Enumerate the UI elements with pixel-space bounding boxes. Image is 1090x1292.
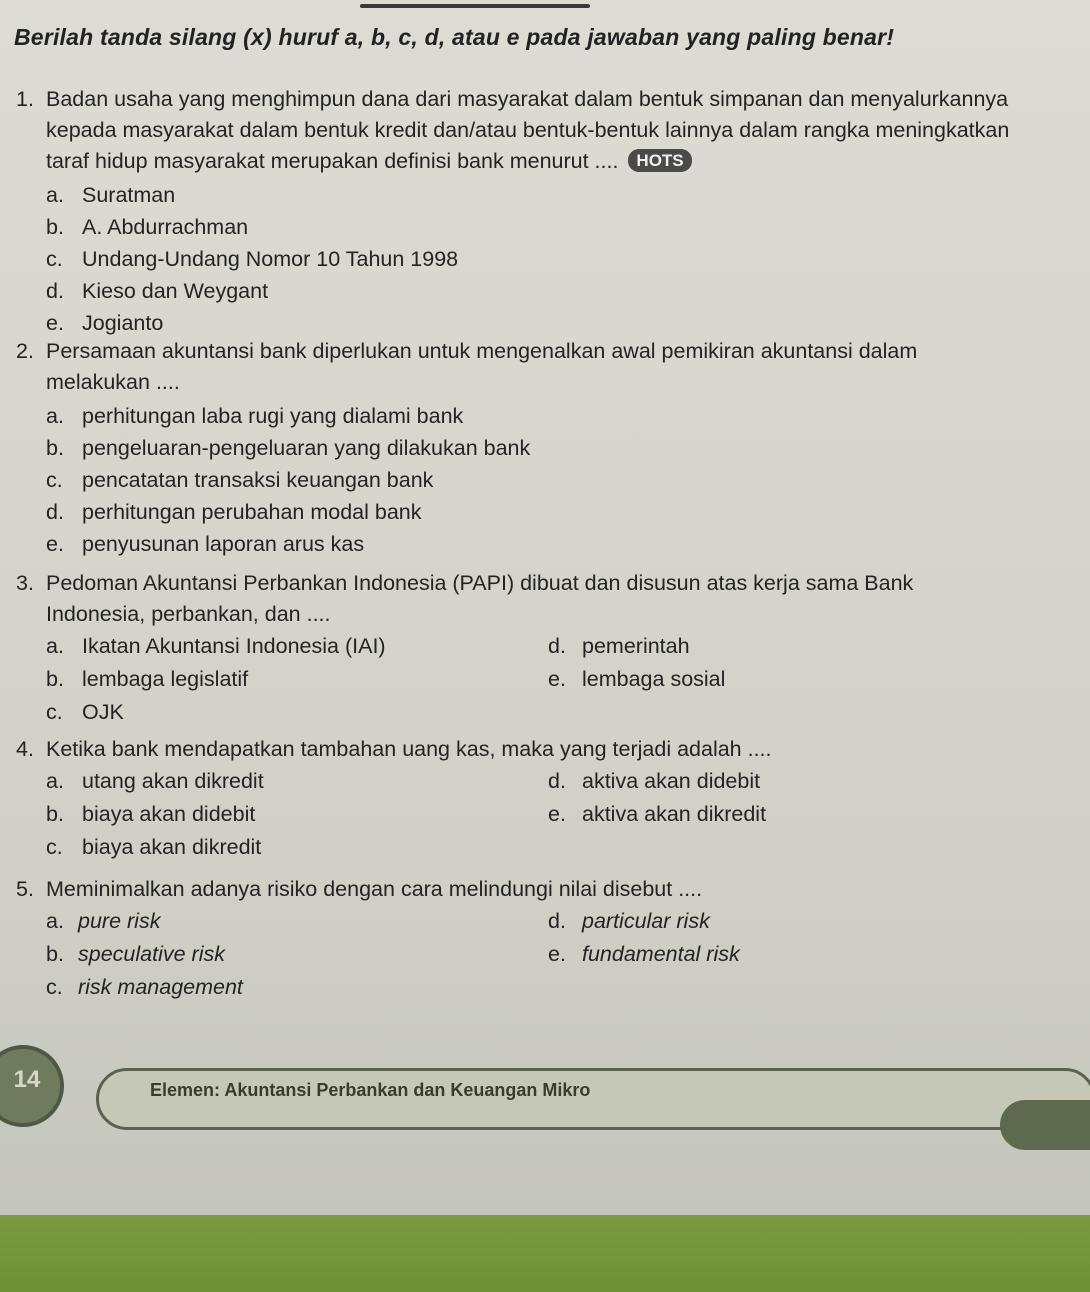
question-2 <box>16 336 1076 560</box>
question-3-line-2: Indonesia, perbankan, dan .... <box>46 602 331 626</box>
question-4-row-1 <box>16 765 1076 798</box>
question-4-row-2 <box>16 798 1076 831</box>
question-5-row-2 <box>16 938 1076 971</box>
question-4-option-d-letter: d. <box>548 769 566 793</box>
question-4-option-a-letter: a. <box>46 769 64 793</box>
question-3-row-1 <box>16 630 1076 663</box>
question-3-row-3 <box>16 696 1076 729</box>
question-5 <box>16 874 1076 1004</box>
question-5-option-b-letter: b. <box>46 942 64 966</box>
question-3 <box>16 568 1076 729</box>
question-5-line-1: 5. Meminimalkan adanya risiko dengan cara melindungi nilai disebut .... <box>16 877 703 901</box>
question-3-option-a[interactable]: Ikatan Akuntansi Indonesia (IAI) <box>82 634 386 658</box>
question-5-option-b[interactable]: speculative risk <box>78 942 225 966</box>
footer-title: Elemen: Akuntansi Perbankan dan Keuangan Mikro <box>150 1080 591 1100</box>
question-5-option-e-letter: e. <box>548 942 566 966</box>
question-3-option-a-letter: a. <box>46 634 64 658</box>
question-3-option-c-letter: c. <box>46 700 63 724</box>
question-1-option-c[interactable]: c. Undang-Undang Nomor 10 Tahun 1998 <box>46 247 459 271</box>
page-number: 14 <box>13 1066 41 1093</box>
question-4-option-b[interactable]: biaya akan didebit <box>82 802 256 826</box>
top-divider <box>360 4 590 8</box>
question-5-option-a-letter: a. <box>46 909 64 933</box>
question-4-option-d[interactable]: aktiva akan didebit <box>582 769 761 793</box>
question-1 <box>16 84 1076 339</box>
question-3-option-c[interactable]: OJK <box>82 700 124 724</box>
question-5-option-a[interactable]: pure risk <box>78 909 161 933</box>
question-1-option-a[interactable]: a. Suratman <box>46 183 176 207</box>
question-1-option-b[interactable]: b. A. Abdurrachman <box>46 215 249 239</box>
question-4 <box>16 734 1076 864</box>
question-2-option-c[interactable]: c. pencatatan transaksi keuangan bank <box>46 468 434 492</box>
question-1-line-3: taraf hidup masyarakat merupakan definisi bank menurut .... HOTS <box>16 146 1076 177</box>
question-3-option-b-letter: b. <box>46 667 64 691</box>
question-4-option-c[interactable]: biaya akan dikredit <box>82 835 262 859</box>
question-3-option-e[interactable]: lembaga sosial <box>582 667 726 691</box>
question-5-option-d[interactable]: particular risk <box>582 909 710 933</box>
question-4-option-c-letter: c. <box>46 835 63 859</box>
question-3-option-d-letter: d. <box>548 634 566 658</box>
hots-badge: HOTS <box>628 149 691 172</box>
question-4-option-e[interactable]: aktiva akan dikredit <box>582 802 767 826</box>
question-5-row-3 <box>16 971 1076 1004</box>
question-4-option-b-letter: b. <box>46 802 64 826</box>
question-3-option-d[interactable]: pemerintah <box>582 634 690 658</box>
question-4-row-3 <box>16 831 1076 864</box>
question-5-row-1 <box>16 905 1076 938</box>
question-2-line-2: melakukan .... <box>46 370 180 394</box>
question-2-option-b[interactable]: b. pengeluaran-pengeluaran yang dilakukan bank <box>46 436 531 460</box>
question-4-line-1: 4. Ketika bank mendapatkan tambahan uang kas, maka yang terjadi adalah .... <box>16 737 772 761</box>
footer-decoration <box>1000 1100 1090 1150</box>
question-3-line-1: 3. Pedoman Akuntansi Perbankan Indonesia (PAPI) dibuat dan disusun atas kerja sama Bank <box>16 571 914 595</box>
question-1-option-d[interactable]: d. Kieso dan Weygant <box>46 279 269 303</box>
question-1-line-1: 1. Badan usaha yang menghimpun dana dari masyarakat dalam bentuk simpanan dan menyalurkannya <box>16 87 1009 111</box>
question-5-option-c-letter: c. <box>46 975 63 999</box>
question-2-option-d[interactable]: d. perhitungan perubahan modal bank <box>46 500 422 524</box>
question-3-option-e-letter: e. <box>548 667 566 691</box>
question-5-option-e[interactable]: fundamental risk <box>582 942 740 966</box>
question-2-line-1: 2. Persamaan akuntansi bank diperlukan untuk mengenalkan awal pemikiran akuntansi dalam <box>16 339 918 363</box>
question-4-option-a[interactable]: utang akan dikredit <box>82 769 264 793</box>
question-2-option-a[interactable]: a. perhitungan laba rugi yang dialami bank <box>46 404 464 428</box>
question-5-option-c[interactable]: risk management <box>78 975 243 999</box>
question-1-line-2: kepada masyarakat dalam bentuk kredit dan/atau bentuk-bentuk lainnya dalam rangka meningkatkan <box>46 118 1010 142</box>
question-4-option-e-letter: e. <box>548 802 566 826</box>
question-3-option-b[interactable]: lembaga legislatif <box>82 667 249 691</box>
question-3-row-2 <box>16 663 1076 696</box>
question-5-option-d-letter: d. <box>548 909 566 933</box>
instruction-text: Berilah tanda silang (x) huruf a, b, c, d, atau e pada jawaban yang paling benar! <box>14 24 895 50</box>
background-surface <box>0 1215 1090 1292</box>
question-2-option-e[interactable]: e. penyusunan laporan arus kas <box>46 532 365 556</box>
question-1-option-e[interactable]: e. Jogianto <box>46 311 164 335</box>
